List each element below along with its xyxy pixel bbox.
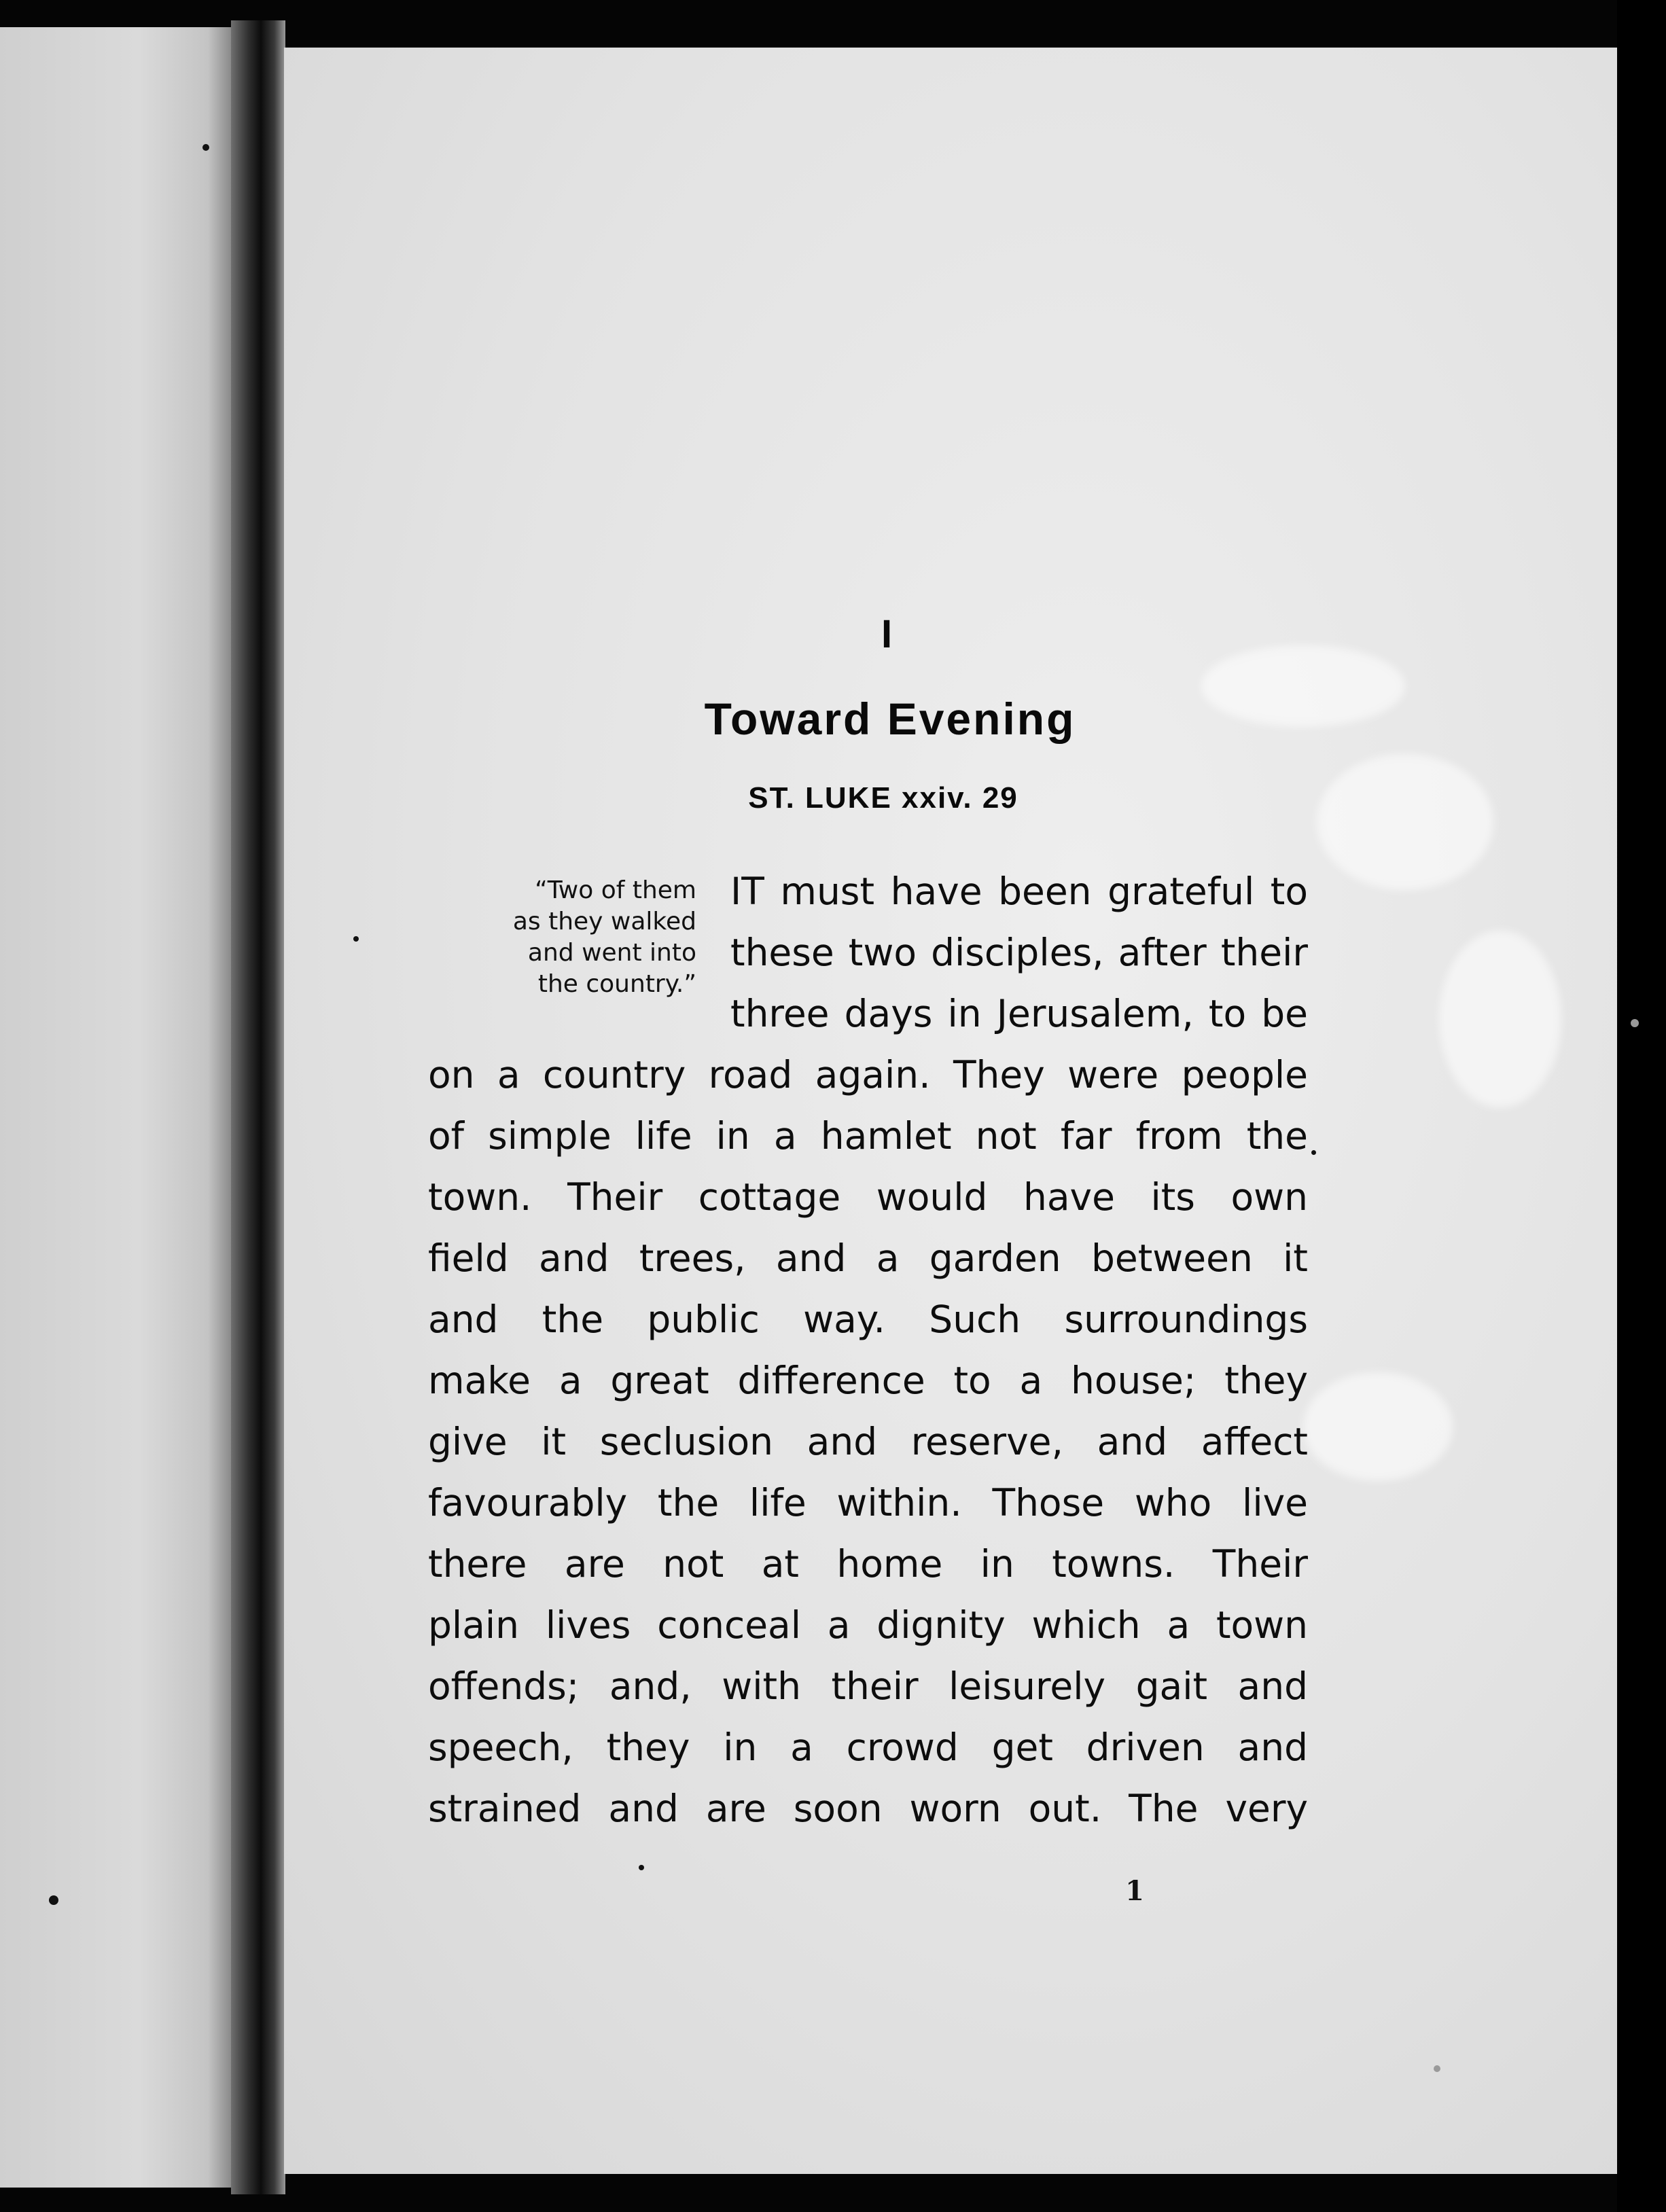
page-number: 1 xyxy=(1125,1875,1144,1907)
dust-speck xyxy=(1631,1019,1639,1027)
body-line: plain lives conceal a dignity which a town xyxy=(428,1603,1308,1647)
chapter-title: Toward Evening xyxy=(704,694,1076,744)
paper-stain xyxy=(1201,645,1405,727)
body-line: town. Their cottage would have its own xyxy=(428,1175,1308,1219)
book-gutter xyxy=(231,20,285,2194)
body-line: give it seclusion and reserve, and affect xyxy=(428,1420,1308,1463)
chapter-numeral: I xyxy=(881,612,893,656)
book-page xyxy=(284,48,1617,2174)
paper-stain xyxy=(1317,754,1493,890)
dust-speck xyxy=(1311,1150,1316,1155)
marginal-quote-line: and went into xyxy=(527,939,696,967)
dust-speck xyxy=(1434,2065,1440,2072)
body-line: on a country road again. They were people xyxy=(428,1053,1308,1096)
dust-speck xyxy=(49,1895,58,1905)
body-line: these two disciples, after their xyxy=(730,931,1308,974)
body-line: field and trees, and a garden between it xyxy=(428,1236,1308,1280)
marginal-quote-line: “Two of them xyxy=(535,876,696,904)
facing-page xyxy=(0,27,231,2188)
body-line: speech, they in a crowd get driven and xyxy=(428,1726,1308,1769)
body-line: strained and are soon worn out. The very xyxy=(428,1787,1308,1830)
body-line: IT must have been grateful to xyxy=(730,870,1308,913)
body-line: there are not at home in towns. Their xyxy=(428,1542,1308,1586)
body-line: and the public way. Such surroundings xyxy=(428,1298,1308,1341)
marginal-quote xyxy=(435,875,696,1000)
body-line: of simple life in a hamlet not far from the xyxy=(428,1114,1308,1158)
body-line: favourably the life within. Those who live xyxy=(428,1481,1308,1524)
dust-speck xyxy=(202,144,209,151)
dust-speck xyxy=(353,936,359,942)
dust-speck xyxy=(639,1865,644,1870)
body-line: three days in Jerusalem, to be xyxy=(730,992,1308,1035)
scan-border xyxy=(1617,0,1666,2212)
body-line: make a great difference to a house; they xyxy=(428,1359,1308,1402)
marginal-quote-line: the country.” xyxy=(537,970,696,998)
paper-stain xyxy=(1303,1372,1453,1481)
marginal-quote-line: as they walked xyxy=(512,908,696,935)
scripture-reference: ST. LUKE xxiv. 29 xyxy=(748,781,1018,815)
paper-stain xyxy=(1439,931,1561,1107)
body-line: offends; and, with their leisurely gait and xyxy=(428,1664,1308,1708)
